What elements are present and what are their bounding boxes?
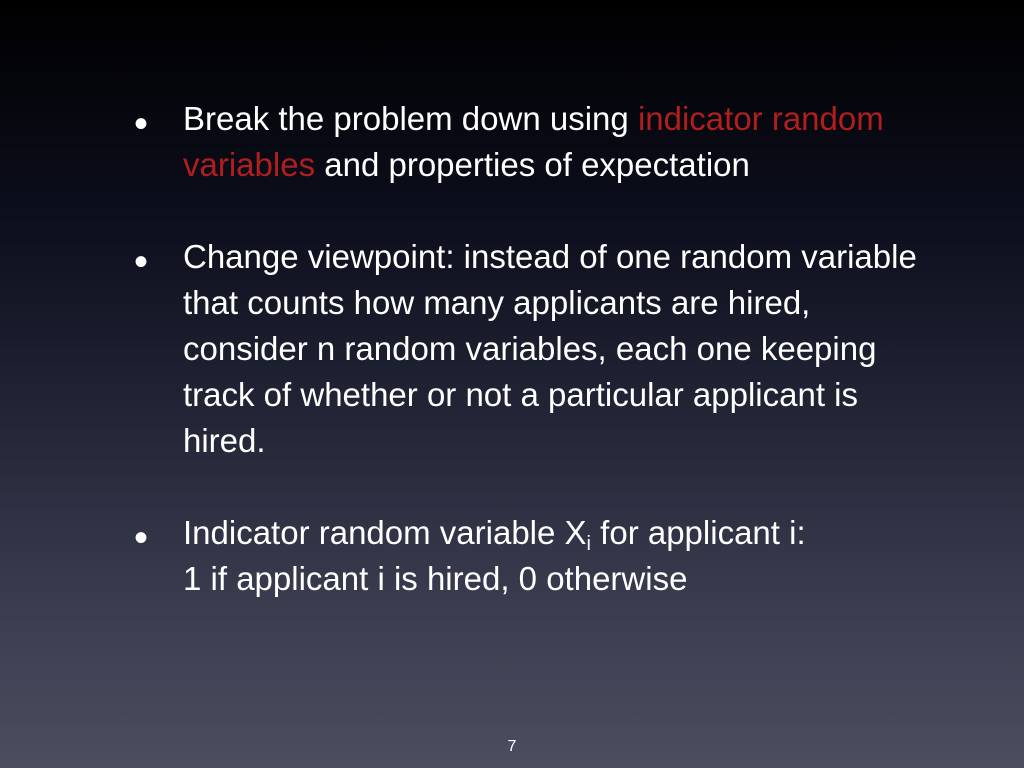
subscript-index: i (586, 533, 591, 555)
bullet-item-indicator-definition (130, 510, 930, 602)
bullet-list (130, 96, 930, 648)
bullet-text: Change viewpoint: instead of one random variable that counts how many applicants are hired, consider n random variables, each one keeping track of whether or not a particular applicant is hired. (183, 238, 917, 459)
page-number: 7 (507, 738, 517, 755)
bullet-text-start: Break the problem down using (183, 100, 638, 137)
bullet-icon: • (134, 102, 149, 146)
bullet-text-start: Indicator random variable X (183, 514, 587, 551)
bullet-item-change-viewpoint (130, 234, 930, 464)
highlight-term: indicator random variables (183, 100, 884, 183)
bullet-text-end: and properties of expectation (315, 146, 750, 183)
bullet-text-end: for applicant i: (591, 514, 806, 551)
bullet-item-indicator-breakdown (130, 96, 930, 188)
bullet-icon: • (134, 516, 149, 560)
bullet-icon: • (134, 240, 149, 284)
bullet-text-line2: 1 if applicant i is hired, 0 otherwise (183, 560, 688, 597)
